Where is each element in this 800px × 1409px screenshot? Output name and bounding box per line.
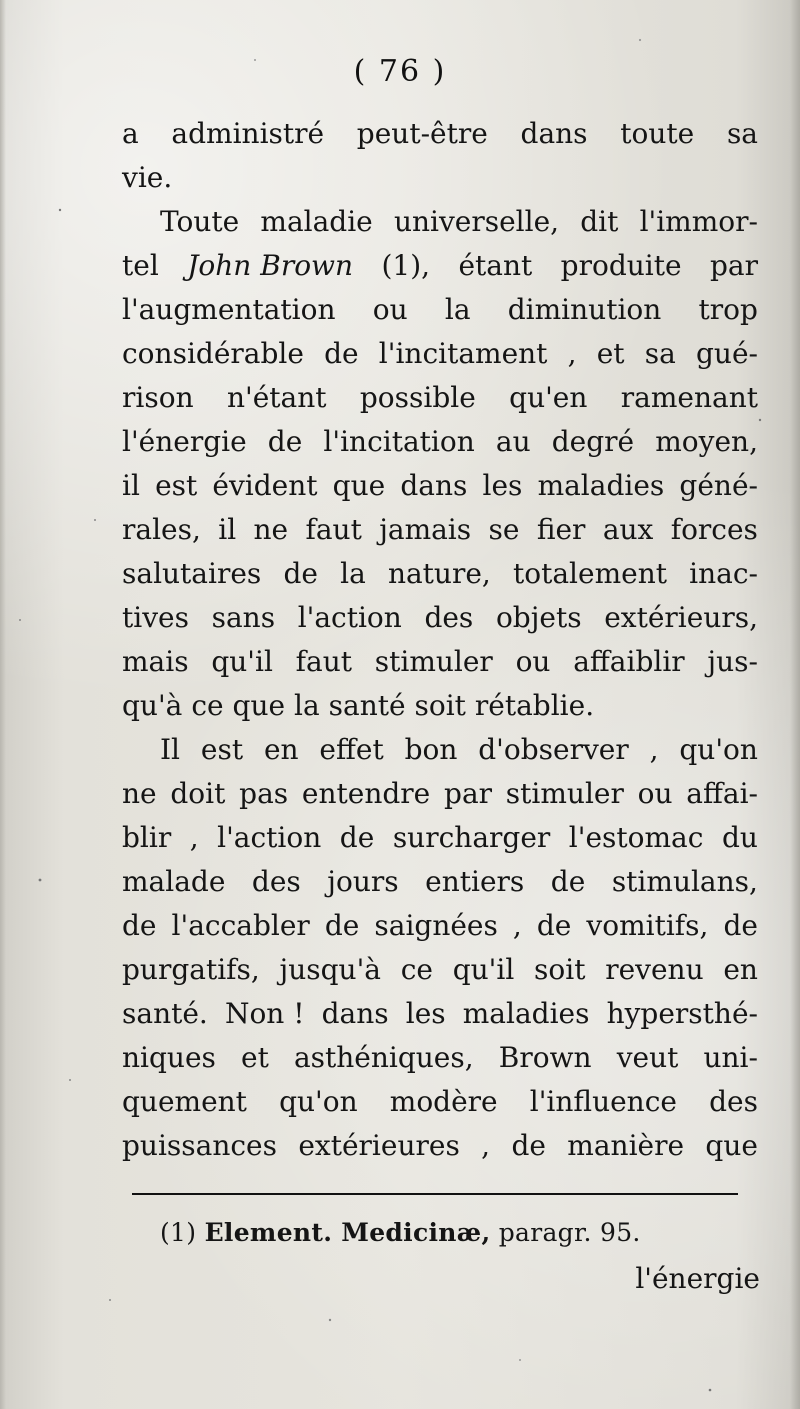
word: a (122, 117, 139, 150)
word: tel (122, 249, 159, 282)
word: de (511, 1129, 546, 1162)
word: pas (239, 777, 289, 810)
word: manière (567, 1129, 685, 1162)
footnote-reference: paragr. 95. (498, 1218, 641, 1247)
word: affaiblir (573, 645, 685, 678)
word: est (155, 469, 198, 502)
page-number: ( 76 ) (353, 54, 447, 89)
text-line (122, 200, 758, 244)
text-line (122, 640, 758, 684)
page-left-edge-shadow (0, 0, 6, 1409)
word: l'accabler (171, 909, 310, 942)
text-line (122, 816, 758, 860)
text-line (122, 552, 758, 596)
word: stimuler (374, 645, 493, 678)
catchword: l'énergie (635, 1262, 760, 1295)
word: , (189, 821, 199, 854)
word: de (536, 909, 572, 942)
word: blir (122, 821, 172, 854)
footnote-title: Element. Medicinæ, (204, 1218, 491, 1247)
word: l'influence (529, 1085, 677, 1118)
word: sans (211, 601, 276, 634)
word: trop (698, 293, 758, 326)
text-line (122, 244, 758, 288)
word: par (709, 249, 758, 282)
body-text (122, 112, 758, 1168)
word: toute (620, 117, 695, 150)
word: la (444, 293, 471, 326)
word: extérieures (298, 1129, 460, 1162)
word: nature, (387, 557, 491, 590)
text-line (122, 288, 758, 332)
word: aux (602, 513, 654, 546)
word: peut-être (356, 117, 488, 150)
word: Non ! (224, 997, 305, 1030)
word: soit (414, 689, 466, 722)
text-line (122, 112, 758, 156)
word: qu'on (279, 1085, 358, 1118)
word: Il (160, 733, 181, 766)
word: se (488, 513, 520, 546)
word: de (283, 557, 318, 590)
word: fier (536, 513, 586, 546)
word: géné- (679, 469, 758, 502)
page-right-edge-shadow (790, 0, 800, 1409)
word: modère (389, 1085, 498, 1118)
word: considérable (122, 337, 304, 370)
word: de (122, 909, 157, 942)
text-line (122, 772, 758, 816)
word: vie. (122, 161, 173, 194)
word: bon (404, 733, 458, 766)
footnote-rule (132, 1193, 738, 1195)
word: n'étant (226, 381, 327, 414)
word: dit (580, 205, 619, 238)
word: de (324, 337, 359, 370)
word: rétablie. (474, 689, 595, 722)
word: santé (328, 689, 406, 722)
word: les (405, 997, 446, 1030)
word: et (596, 337, 625, 370)
word: que (332, 469, 386, 502)
word: il (218, 513, 237, 546)
word: entendre (301, 777, 431, 810)
word: jours (327, 865, 399, 898)
word: Toute (160, 205, 240, 238)
word: par (444, 777, 493, 810)
word: , (649, 733, 659, 766)
word: uni- (703, 1041, 758, 1074)
text-line (122, 156, 758, 200)
word: effet (319, 733, 384, 766)
word: gué- (695, 337, 758, 370)
word: quement (122, 1085, 247, 1118)
word: stimulans, (611, 865, 758, 898)
word: surcharger (392, 821, 551, 854)
word: de (550, 865, 586, 898)
word: purgatifs, (122, 953, 260, 986)
word: ce (191, 689, 224, 722)
word: diminution (507, 293, 662, 326)
word: de (324, 909, 360, 942)
word: (1), (381, 249, 431, 282)
word: , (481, 1129, 491, 1162)
word: , (567, 337, 577, 370)
word: la (340, 557, 366, 590)
word: doit (170, 777, 226, 810)
word: maladie (260, 205, 373, 238)
word: jusqu'à (279, 953, 381, 986)
word: l'action (297, 601, 402, 634)
word: moyen, (655, 425, 758, 458)
word: asthéniques, (293, 1041, 474, 1074)
word: maladies (462, 997, 590, 1030)
word: faut (295, 645, 352, 678)
word: du (721, 821, 758, 854)
word: des (251, 865, 301, 898)
word: ou (515, 645, 551, 678)
word: que (232, 689, 286, 722)
word: salutaires (122, 557, 262, 590)
word: objets (495, 601, 582, 634)
word: produite (560, 249, 682, 282)
footnote-marker: (1) (160, 1218, 197, 1247)
text-line (122, 376, 758, 420)
word: niques (122, 1041, 216, 1074)
footnote (160, 1218, 641, 1247)
word: vomitifs, (586, 909, 709, 942)
word: et (241, 1041, 269, 1074)
word: est (200, 733, 244, 766)
word: l'énergie (122, 425, 247, 458)
word: ce (400, 953, 433, 986)
text-line (122, 1036, 758, 1080)
word: affai- (686, 777, 758, 810)
word: dans (400, 469, 468, 502)
word: l'incitament (378, 337, 548, 370)
text-line (122, 464, 758, 508)
word: ou (637, 777, 673, 810)
word: universelle, (393, 205, 560, 238)
word: maladies (537, 469, 665, 502)
word: il (122, 469, 140, 502)
text-line (122, 596, 758, 640)
text-line (122, 1124, 758, 1168)
word: hypersthé- (606, 997, 758, 1030)
word: ne (253, 513, 289, 546)
word: des (709, 1085, 758, 1118)
word: étant (458, 249, 533, 282)
word: inac- (689, 557, 758, 590)
word: tives (122, 601, 189, 634)
word: malade (122, 865, 226, 898)
text-line (122, 948, 758, 992)
word: stimuler (505, 777, 624, 810)
text-line (122, 1080, 758, 1124)
word: qu'en (509, 381, 588, 414)
word: puissances (122, 1129, 277, 1162)
word: en (263, 733, 299, 766)
word: qu'il (211, 645, 273, 678)
text-line (122, 728, 758, 772)
word: totalement (513, 557, 667, 590)
text-line (122, 684, 758, 728)
word: revenu (605, 953, 704, 986)
word: de (723, 909, 758, 942)
word: la (294, 689, 320, 722)
word: l'estomac (568, 821, 704, 854)
word: degré (551, 425, 635, 458)
word: entiers (425, 865, 525, 898)
word: de (339, 821, 375, 854)
word: faut (305, 513, 362, 546)
text-line (122, 420, 758, 464)
word: John Brown (187, 249, 354, 282)
word: ou (372, 293, 408, 326)
word: dans (520, 117, 588, 150)
word: que (705, 1129, 758, 1162)
word: rales, (122, 513, 201, 546)
word: les (482, 469, 523, 502)
word: dans (321, 997, 389, 1030)
word: veut (616, 1041, 679, 1074)
word: saignées (374, 909, 498, 942)
word: sa (644, 337, 676, 370)
word: des (424, 601, 474, 634)
word: de (267, 425, 303, 458)
word: ramenant (620, 381, 758, 414)
word: santé. (122, 997, 208, 1030)
word: l'immor- (639, 205, 758, 238)
text-line (122, 332, 758, 376)
word: d'observer (478, 733, 629, 766)
text-line (122, 860, 758, 904)
text-line (122, 904, 758, 948)
word: qu'il (452, 953, 515, 986)
word: ne (122, 777, 157, 810)
word: l'augmentation (122, 293, 336, 326)
word: jamais (379, 513, 472, 546)
word: qu'à (122, 689, 183, 722)
word: qu'on (679, 733, 758, 766)
word: mais (122, 645, 189, 678)
word: extérieurs, (604, 601, 758, 634)
word: forces (670, 513, 758, 546)
word: l'action (217, 821, 322, 854)
word: Brown (498, 1041, 592, 1074)
word: administré (171, 117, 325, 150)
word: , (512, 909, 522, 942)
word: jus- (707, 645, 758, 678)
word: rison (122, 381, 194, 414)
word: sa (726, 117, 758, 150)
text-line (122, 508, 758, 552)
text-line (122, 992, 758, 1036)
word: évident (212, 469, 318, 502)
word: soit (534, 953, 586, 986)
word: en (723, 953, 758, 986)
word: au (495, 425, 531, 458)
word: l'incitation (323, 425, 475, 458)
word: possible (359, 381, 476, 414)
